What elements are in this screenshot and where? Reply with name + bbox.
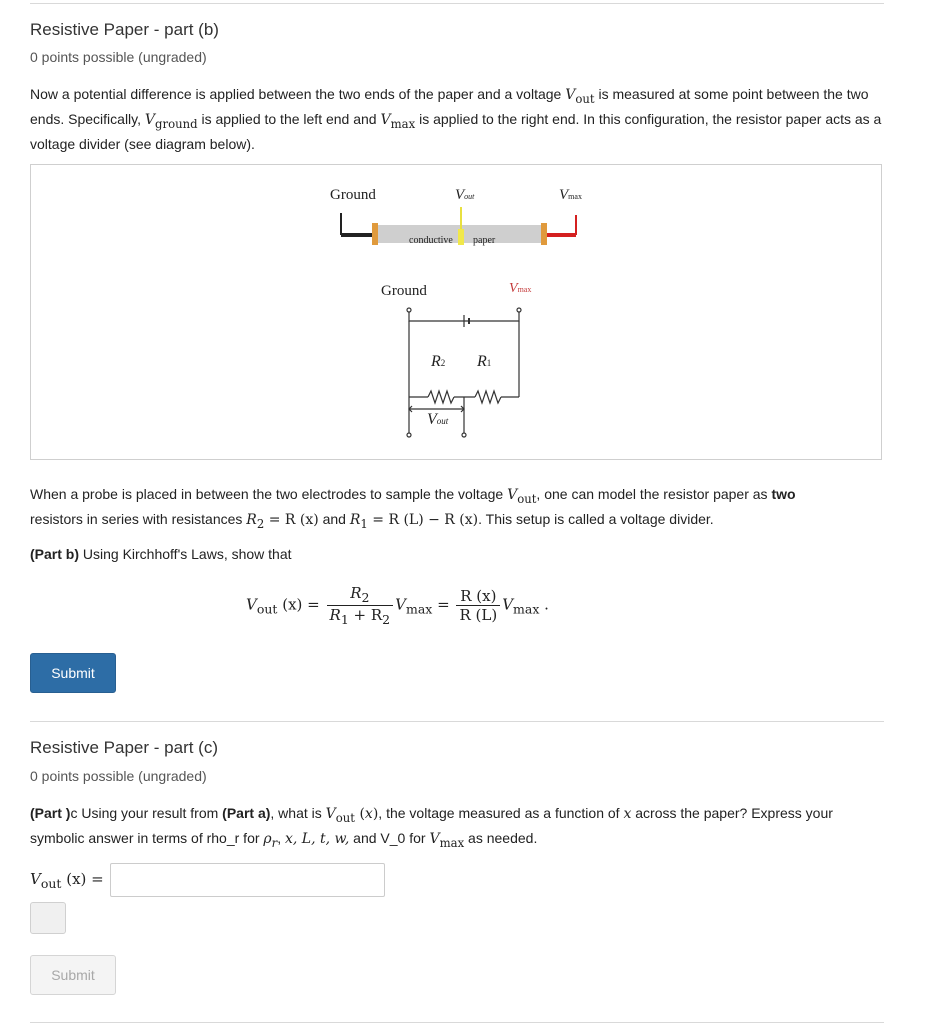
left-electrode-clip (372, 223, 378, 245)
label-paper: paper (473, 235, 496, 246)
part-b-submit-button[interactable]: Submit (30, 653, 116, 693)
part-c-points: 0 points possible (ungraded) (30, 768, 207, 784)
label-vout-circuit: Vout (427, 411, 449, 428)
label-r1: R1 (477, 353, 492, 370)
voltage-divider-diagram (30, 164, 882, 460)
bottom-divider (30, 1022, 884, 1023)
part-b-points: 0 points possible (ungraded) (30, 49, 207, 65)
part-b-intro: Now a potential difference is applied between the two ends of the paper and a voltage $V_{out}$ is measured at some point between the two ends. Specifically, $V_{ground}$ is applied to the left end and $V_{max}$ is applied to the right end. In this configuration, the resistor paper acts as a voltage divider (see diagram below). (30, 86, 882, 152)
section-divider (30, 721, 884, 722)
label-conductive: conductive (409, 235, 453, 246)
vout-answer-input[interactable] (110, 863, 385, 897)
label-vmax-top: Vmax (559, 187, 582, 203)
resistor-r2 (428, 391, 454, 403)
top-divider (30, 3, 884, 4)
part-b-task: (Part b) Using Kirchhoff's Laws, show that (30, 546, 292, 562)
vout-left-terminal (407, 433, 411, 437)
right-electrode-clip (541, 223, 547, 245)
label-ground-top: Ground (330, 187, 376, 203)
voltage-divider-equation: $V_{out}$ (x) = $\frac{R_2}{R_1 + R_2}$ $V_{max}$ = $\frac{R (x)}{R (L)}$ $V_{max}$ . (246, 584, 549, 627)
probe-tip (458, 229, 464, 245)
probe-paragraph: When a probe is placed in between the two electrodes to sample the voltage $V_{out}$, one can model the resistor paper as two resistors in series with resistances $R_2 = R$ (x) and $R_1 = R$ (L) − R (x). This setup is called a voltage divider. (30, 486, 796, 531)
part-c-title: Resistive Paper - part (c) (30, 738, 218, 757)
label-vmax-circuit: Vmax (509, 281, 532, 296)
resistor-r1 (475, 391, 501, 403)
answer-input-label: $V_{out}$ (x) = (30, 870, 104, 891)
fraction-r2-over-sum: $\frac{R_2}{R_1 + R_2}$ (327, 584, 394, 627)
paper-strip-illustration (341, 207, 576, 245)
ground-terminal (407, 308, 411, 312)
part-b-title: Resistive Paper - part (b) (30, 20, 219, 39)
fraction-rx-over-rl: $\frac{R (x)}{R (L)}$ (456, 587, 500, 624)
vmax-terminal (517, 308, 521, 312)
label-r2: R2 (431, 353, 446, 370)
vout-right-terminal (462, 433, 466, 437)
label-vout-top: Vout (455, 187, 475, 203)
part-c-submit-button[interactable]: Submit (30, 955, 116, 995)
label-ground-circuit: Ground (381, 283, 427, 299)
part-c-question: (Part )c Using your result from (Part a), what is $V_{out}$ (x), the voltage measured as a function of x across the paper? Express your symbolic answer in terms of rho_r for $\rho_r$, x, L, t, w, and V_0 for $V_{max}$ as needed. (30, 805, 833, 850)
diagram-svg (31, 165, 881, 459)
math-preview-box (30, 902, 66, 934)
circuit-schematic (407, 308, 521, 437)
